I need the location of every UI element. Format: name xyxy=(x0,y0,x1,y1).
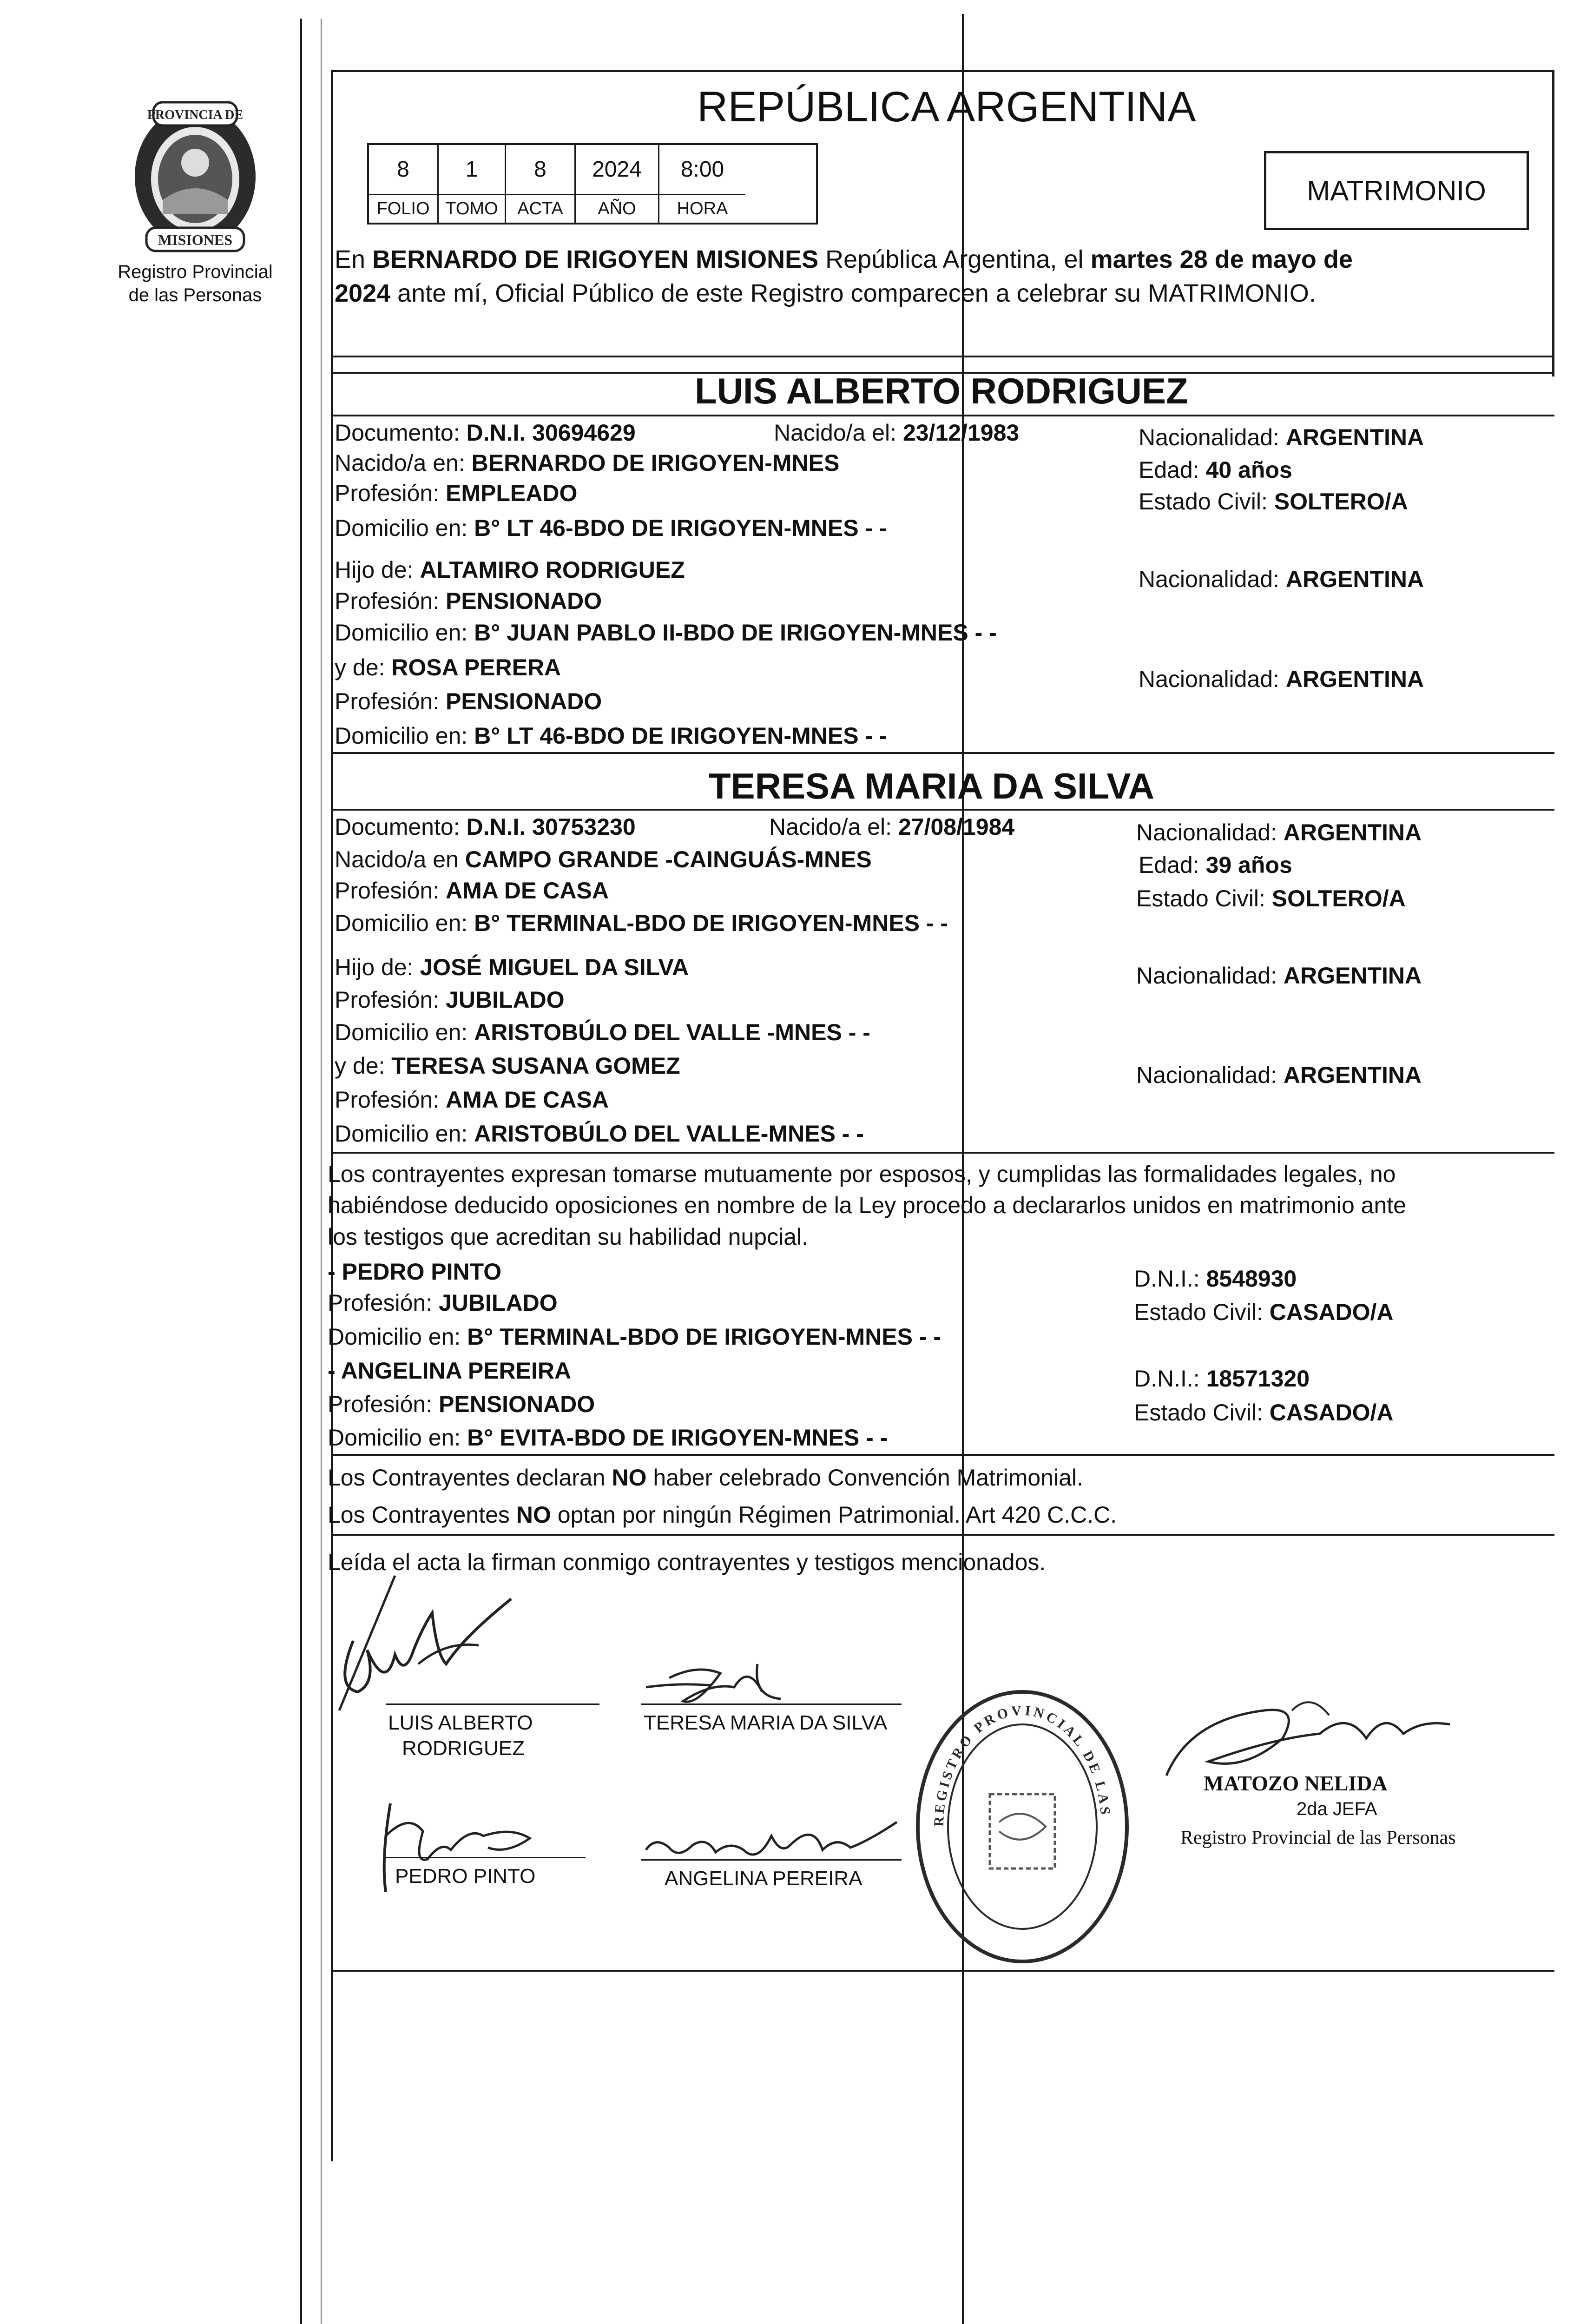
groom-father-value: ALTAMIRO RODRIGUEZ xyxy=(420,557,685,583)
groom-mother-prof xyxy=(335,687,602,716)
witness1-civil xyxy=(1134,1298,1393,1327)
groom-born xyxy=(774,418,1019,447)
registry-label-line2: de las Personas xyxy=(128,285,262,305)
bride-born-value: 27/08/1984 xyxy=(898,814,1015,840)
bride-father-label: Hijo de: xyxy=(335,954,420,980)
tomo-value: 1 xyxy=(439,145,506,194)
frame-right-border xyxy=(1552,70,1554,376)
intro-middle: República Argentina, el xyxy=(818,245,1091,273)
bride-father-dom-value: ARISTOBÚLO DEL VALLE -MNES - - xyxy=(474,1019,870,1045)
witness2-dom xyxy=(328,1423,888,1452)
intro-year: 2024 xyxy=(335,279,391,307)
record-type-box xyxy=(1264,151,1529,230)
bride-doc xyxy=(335,812,636,841)
regime-line-2 xyxy=(328,1500,1117,1529)
bride-age-label: Edad: xyxy=(1139,852,1206,878)
groom-mother-value: ROSA PERERA xyxy=(391,654,561,680)
regime-line2-no: NO xyxy=(516,1502,551,1528)
regime-line2-post: optan por ningún Régimen Patrimonial. Art 420 C.C.C. xyxy=(551,1502,1117,1528)
bride-mother-nat-value: ARGENTINA xyxy=(1283,1062,1422,1088)
rule-bride-name xyxy=(331,809,1554,811)
bride-prof-label: Profesión: xyxy=(335,878,446,904)
bride-doc-label: Documento: xyxy=(335,814,467,840)
bride-prof-value: AMA DE CASA xyxy=(446,878,609,904)
witness2-civil-value: CASADO/A xyxy=(1269,1400,1394,1426)
groom-father-prof xyxy=(335,587,602,615)
regime-line-1 xyxy=(328,1463,1083,1492)
record-type: MATRIMONIO xyxy=(1307,175,1486,206)
bride-signature-label: TERESA MARIA DA SILVA xyxy=(644,1711,888,1734)
intro-rest: ante mí, Oficial Público de este Registro comparecen a celebrar su MATRIMONIO. xyxy=(390,279,1316,307)
bride-mother-prof xyxy=(335,1085,609,1114)
groom-born-value: 23/12/1983 xyxy=(902,420,1020,446)
declaration-line-2: habiéndose deducido oposiciones en nombre de la Ley procedo a declararlos unidos en matrimonio ante xyxy=(328,1192,1406,1218)
registry-label-line1: Registro Provincial xyxy=(118,262,273,282)
groom-prof-value: EMPLEADO xyxy=(446,480,578,506)
groom-mother-nat-value: ARGENTINA xyxy=(1285,666,1424,692)
groom-signature xyxy=(325,1571,586,1724)
groom-age-value: 40 años xyxy=(1205,457,1292,483)
groom-father-nat-value: ARGENTINA xyxy=(1285,566,1424,592)
official-name: MATOZO NELIDA xyxy=(1204,1771,1388,1795)
groom-father-prof-label: Profesión: xyxy=(335,588,446,614)
witness2-dom-value: B° EVITA-BDO DE IRIGOYEN-MNES - - xyxy=(467,1425,888,1451)
groom-father xyxy=(335,555,685,584)
witness2-name: - ANGELINA PEREIRA xyxy=(328,1358,572,1384)
witness2-doc-label: D.N.I.: xyxy=(1134,1366,1206,1392)
groom-dom xyxy=(335,514,887,542)
bride-prof xyxy=(335,876,609,905)
witness1-dom-value: B° TERMINAL-BDO DE IRIGOYEN-MNES - - xyxy=(467,1324,941,1350)
witness2-signature xyxy=(637,1808,925,1873)
official-organization: Registro Provincial de las Personas xyxy=(1180,1827,1456,1849)
bride-father-dom xyxy=(335,1018,870,1047)
groom-nat xyxy=(1139,423,1424,452)
witness1-signature-line xyxy=(386,1857,586,1858)
groom-mother xyxy=(335,653,561,682)
bride-mother-label: y de: xyxy=(335,1053,392,1079)
witness1-civil-value: CASADO/A xyxy=(1269,1299,1394,1325)
hora-label: HORA xyxy=(659,194,745,223)
folio-value: 8 xyxy=(369,145,439,194)
province-seal-logo xyxy=(121,93,270,260)
groom-nat-value: ARGENTINA xyxy=(1285,424,1424,450)
official-signature xyxy=(1152,1683,1468,1785)
bride-place-label: Nacido/a en xyxy=(335,846,465,872)
groom-dom-label: Domicilio en: xyxy=(335,515,474,541)
bride-name: TERESA MARIA DA SILVA xyxy=(709,766,1155,806)
groom-name: LUIS ALBERTO RODRIGUEZ xyxy=(695,370,1188,411)
registry-label xyxy=(93,260,297,307)
groom-age xyxy=(1139,456,1292,484)
intro-place: BERNARDO DE IRIGOYEN MISIONES xyxy=(372,245,819,273)
groom-mother-dom-label: Domicilio en: xyxy=(335,723,474,749)
bride-mother-prof-value: AMA DE CASA xyxy=(446,1087,609,1113)
witness2-civil xyxy=(1134,1398,1393,1427)
groom-father-nat-label: Nacionalidad: xyxy=(1139,566,1286,592)
witness2-doc xyxy=(1134,1364,1310,1393)
witness1-doc-label: D.N.I.: xyxy=(1134,1266,1206,1292)
groom-signature-label-1: LUIS ALBERTO xyxy=(388,1711,533,1734)
bride-father xyxy=(335,953,689,982)
bride-father-prof-value: JUBILADO xyxy=(446,987,565,1013)
witness1-prof xyxy=(328,1288,558,1317)
acta-label: ACTA xyxy=(506,194,576,223)
bride-born xyxy=(769,812,1014,841)
intro-line-2 xyxy=(335,278,1316,309)
witness1-dom xyxy=(328,1322,941,1351)
groom-father-prof-value: PENSIONADO xyxy=(446,588,602,614)
bride-mother-dom-label: Domicilio en: xyxy=(335,1121,474,1147)
bride-mother-prof-label: Profesión: xyxy=(335,1087,446,1113)
bride-father-nat xyxy=(1136,961,1422,990)
regime-line2-pre: Los Contrayentes xyxy=(328,1502,516,1528)
groom-mother-dom-value: B° LT 46-BDO DE IRIGOYEN-MNES - - xyxy=(474,723,887,749)
bride-mother-nat xyxy=(1136,1061,1422,1089)
groom-civil xyxy=(1139,487,1408,516)
intro-line-1 xyxy=(335,244,1353,275)
witness2-prof xyxy=(328,1390,595,1419)
groom-doc-value: D.N.I. 30694629 xyxy=(466,420,636,446)
closing-statement: Leída el acta la firman conmigo contrayentes y testigos mencionados. xyxy=(328,1549,1046,1575)
bride-signature xyxy=(641,1655,827,1715)
declaration-line-1: Los contrayentes expresan tomarse mutuamente por esposos, y cumplidas las formalidades legales, no xyxy=(328,1161,1396,1187)
bride-civil-value: SOLTERO/A xyxy=(1271,885,1406,911)
bride-father-dom-label: Domicilio en: xyxy=(335,1019,474,1045)
stamp-text: REGISTRO PROVINCIAL DE LAS xyxy=(931,1703,1113,1827)
groom-father-label: Hijo de: xyxy=(335,557,420,583)
bride-civil xyxy=(1136,884,1406,913)
groom-born-label: Nacido/a el: xyxy=(774,420,903,446)
bride-nat-label: Nacionalidad: xyxy=(1136,819,1284,845)
bride-mother-nat-label: Nacionalidad: xyxy=(1136,1062,1284,1088)
witness1-dom-label: Domicilio en: xyxy=(328,1324,467,1350)
witness2-prof-label: Profesión: xyxy=(328,1391,439,1417)
groom-mother-nat-label: Nacionalidad: xyxy=(1139,666,1286,692)
left-margin-rule xyxy=(300,19,302,2324)
groom-father-dom xyxy=(335,618,997,647)
witness1-doc-value: 8548930 xyxy=(1206,1266,1297,1292)
bride-mother-dom-value: ARISTOBÚLO DEL VALLE-MNES - - xyxy=(474,1121,864,1147)
groom-prof-label: Profesión: xyxy=(335,480,446,506)
bride-age xyxy=(1139,851,1292,879)
groom-father-dom-value: B° JUAN PABLO II-BDO DE IRIGOYEN-MNES - - xyxy=(474,620,997,646)
svg-text:REGISTRO PROVINCIAL DE LAS PER xyxy=(906,1683,1113,1827)
bride-place-value: CAMPO GRANDE -CAINGUÁS-MNES xyxy=(465,846,872,872)
intro-prefix: En xyxy=(335,245,373,273)
bride-dom xyxy=(335,909,948,938)
groom-signature-label-2: RODRIGUEZ xyxy=(402,1737,525,1760)
bride-doc-value: D.N.I. 30753230 xyxy=(466,814,636,840)
anio-label: AÑO xyxy=(576,194,659,223)
bride-father-prof-label: Profesión: xyxy=(335,987,446,1013)
rule-bride-bottom xyxy=(331,1152,1554,1154)
groom-place xyxy=(335,449,839,477)
groom-signature-line xyxy=(386,1703,599,1705)
witness2-dom-label: Domicilio en: xyxy=(328,1425,467,1451)
acta-value: 8 xyxy=(506,145,576,194)
regime-line1-no: NO xyxy=(612,1465,647,1491)
groom-mother-prof-label: Profesión: xyxy=(335,688,446,714)
bride-mother xyxy=(335,1051,680,1080)
regime-line1-pre: Los Contrayentes declaran xyxy=(328,1465,612,1491)
bride-born-label: Nacido/a el: xyxy=(769,814,898,840)
declaration-line-3: los testigos que acreditan su habilidad nupcial. xyxy=(328,1224,809,1250)
witness2-civil-label: Estado Civil: xyxy=(1134,1400,1270,1426)
groom-mother-prof-value: PENSIONADO xyxy=(446,688,602,714)
bride-father-prof xyxy=(335,985,565,1014)
hora-value: 8:00 xyxy=(680,157,724,182)
rule-regime-bottom xyxy=(331,1534,1554,1536)
folio-label: FOLIO xyxy=(369,194,439,223)
official-role: 2da JEFA xyxy=(1297,1799,1377,1819)
witness2-doc-value: 18571320 xyxy=(1206,1366,1310,1392)
bride-civil-label: Estado Civil: xyxy=(1136,885,1272,911)
bride-mother-value: TERESA SUSANA GOMEZ xyxy=(391,1053,680,1079)
rule-groom-name xyxy=(331,415,1554,416)
bride-father-nat-label: Nacionalidad: xyxy=(1136,963,1284,989)
official-round-stamp xyxy=(906,1683,1139,1971)
witness1-doc xyxy=(1134,1264,1297,1293)
groom-doc xyxy=(335,418,636,447)
seal-bottom-text: MISIONES xyxy=(158,231,233,248)
record-info-table xyxy=(367,143,818,224)
witness2-signature-line xyxy=(641,1859,902,1861)
bride-age-value: 39 años xyxy=(1205,852,1292,878)
groom-nat-label: Nacionalidad: xyxy=(1139,424,1286,450)
left-margin-rule-faint xyxy=(321,19,322,2324)
document-title: REPÚBLICA ARGENTINA xyxy=(697,83,1196,131)
groom-doc-label: Documento: xyxy=(335,420,467,446)
bride-dom-value: B° TERMINAL-BDO DE IRIGOYEN-MNES - - xyxy=(474,910,948,936)
anio-value: 2024 xyxy=(576,145,659,194)
bride-nat xyxy=(1136,818,1422,847)
bride-place xyxy=(335,845,872,874)
bride-dom-label: Domicilio en: xyxy=(335,910,474,936)
bride-nat-value: ARGENTINA xyxy=(1283,819,1422,845)
bride-signature-line xyxy=(641,1703,902,1705)
witness1-signature-label: PEDRO PINTO xyxy=(395,1865,536,1888)
rule-after-intro xyxy=(331,356,1554,357)
groom-dom-value: B° LT 46-BDO DE IRIGOYEN-MNES - - xyxy=(474,515,887,541)
groom-father-dom-label: Domicilio en: xyxy=(335,620,474,646)
groom-place-label: Nacido/a en: xyxy=(335,450,472,476)
witness1-prof-label: Profesión: xyxy=(328,1290,439,1316)
witness2-signature-label: ANGELINA PEREIRA xyxy=(665,1867,862,1890)
witness1-name: - PEDRO PINTO xyxy=(328,1259,502,1285)
groom-mother-nat xyxy=(1139,665,1424,693)
groom-civil-value: SOLTERO/A xyxy=(1274,489,1408,515)
intro-date: martes 28 de mayo de xyxy=(1090,245,1353,273)
groom-place-value: BERNARDO DE IRIGOYEN-MNES xyxy=(471,450,840,476)
bride-father-value: JOSÉ MIGUEL DA SILVA xyxy=(420,954,689,980)
frame-left-border xyxy=(331,70,333,2161)
seal-top-text: PROVINCIA DE xyxy=(147,108,244,122)
groom-father-nat xyxy=(1139,565,1424,594)
tomo-label: TOMO xyxy=(439,194,506,223)
groom-prof xyxy=(335,479,577,508)
witness1-prof-value: JUBILADO xyxy=(439,1290,558,1316)
witness2-prof-value: PENSIONADO xyxy=(439,1391,595,1417)
groom-age-label: Edad: xyxy=(1139,457,1206,483)
frame-top-rule xyxy=(331,70,1554,72)
groom-mother-label: y de: xyxy=(335,654,392,680)
regime-line1-post: haber celebrado Convención Matrimonial. xyxy=(646,1465,1083,1491)
groom-mother-dom xyxy=(335,721,887,750)
groom-civil-label: Estado Civil: xyxy=(1139,489,1274,515)
rule-groom-bottom xyxy=(331,752,1554,754)
bride-mother-dom xyxy=(335,1119,864,1148)
rule-witness-bottom xyxy=(331,1454,1554,1456)
witness1-civil-label: Estado Civil: xyxy=(1134,1299,1270,1325)
bride-father-nat-value: ARGENTINA xyxy=(1283,963,1422,989)
